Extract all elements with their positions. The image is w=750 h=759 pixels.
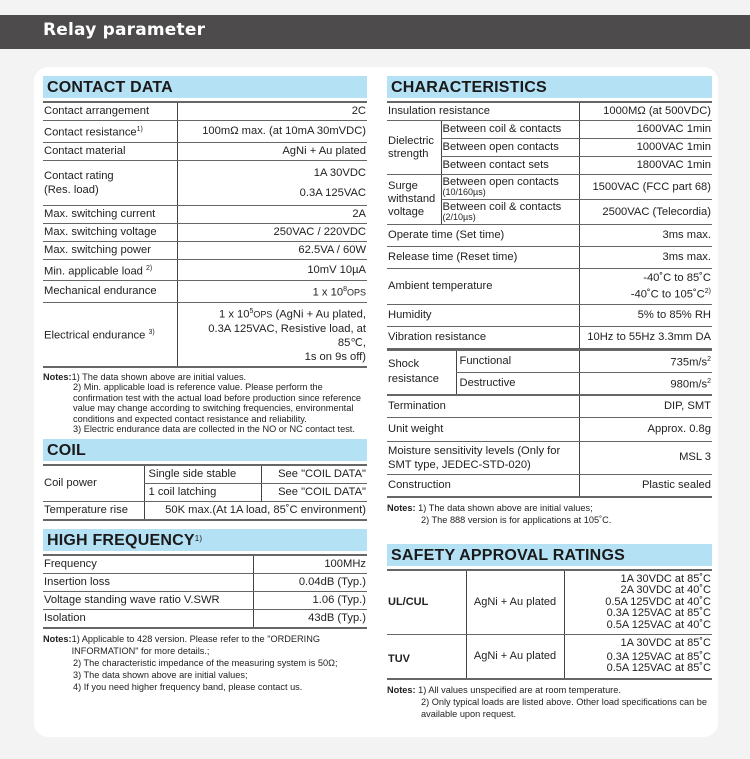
- coil-type: Single side stable: [144, 465, 261, 484]
- row-label: Dielectric strength: [387, 121, 441, 175]
- row-value: 2500VAC (Telecordia): [579, 200, 712, 225]
- row-label: Electrical endurance $^{3)}$: [43, 303, 177, 367]
- banner-title: Relay parameter: [43, 20, 206, 40]
- contact-data-title: CONTACT DATA: [43, 76, 367, 98]
- row-label: Frequency: [43, 555, 253, 574]
- row-label: Mechanical endurance: [43, 281, 177, 303]
- contact-data-notes: [43, 372, 367, 435]
- row-value: 0.04dB (Typ.): [253, 573, 367, 591]
- rating-item: 1A 30VDC at 85˚C: [620, 637, 711, 650]
- row-sublabel: Destructive: [456, 372, 579, 394]
- table-row: [43, 591, 367, 609]
- characteristics-table-3: [387, 395, 712, 498]
- row-value: 3ms max.: [579, 247, 712, 269]
- rating-item: 1A 30VDC at 85˚C: [620, 572, 711, 585]
- table-row: [43, 223, 367, 241]
- table-row: [43, 241, 367, 259]
- row-sublabel: Functional: [456, 350, 579, 372]
- table-row: [43, 609, 367, 628]
- characteristics-table-2: [387, 350, 712, 395]
- table-row: [387, 121, 712, 139]
- row-value: Plastic sealed: [579, 474, 712, 497]
- notes-label: Notes:: [43, 633, 72, 644]
- row-value: 1000MΩ (at 500VDC): [579, 102, 712, 121]
- table-row: [387, 474, 712, 497]
- row-value: -40˚C to 85˚C -40˚C to $105˚C^{2)}$: [579, 269, 712, 305]
- row-value: 5% to 85% RH: [579, 304, 712, 326]
- row-sublabel: Between contact sets: [441, 157, 579, 175]
- note-item: 2) Only typical loads are listed above. Other load specifications can be available upon request.: [421, 696, 707, 719]
- row-value: 62.5VA / 60W: [177, 241, 367, 259]
- material: AgNi + Au plated: [466, 635, 564, 679]
- row-label: Max. switching current: [43, 205, 177, 223]
- row-value: 1 x $10^8OPS$: [177, 281, 367, 303]
- table-row: [387, 304, 712, 326]
- row-value: $980m/s^2$: [579, 372, 712, 394]
- row-label: Release time (Reset time): [387, 247, 579, 269]
- row-value: $735m/s^2$: [579, 350, 712, 372]
- table-row: [387, 175, 712, 200]
- row-value: 1600VAC 1min: [579, 121, 712, 139]
- row-value: 10mV 10µA: [177, 259, 367, 281]
- note-item: 3) The data shown above are initial values;: [73, 669, 248, 680]
- table-row: [387, 570, 712, 635]
- coil-type: 1 coil latching: [144, 483, 261, 501]
- high-frequency-title: HIGH FREQUENCY$^{1)}$: [43, 529, 367, 551]
- row-label: Max. switching power: [43, 241, 177, 259]
- row-label: Contact rating (Res. load): [43, 160, 177, 205]
- table-row: [43, 205, 367, 223]
- row-label: Construction: [387, 474, 579, 497]
- row-value: Approx. 0.8g: [579, 417, 712, 441]
- left-column: [43, 76, 367, 693]
- row-label: Ambient temperature: [387, 269, 579, 305]
- coil-table: [43, 464, 367, 521]
- row-label: Min. applicable load $^{2)}$: [43, 259, 177, 281]
- characteristics-notes: [387, 502, 712, 526]
- row-label: Humidity: [387, 304, 579, 326]
- table-row: [43, 121, 367, 143]
- right-column: [387, 76, 712, 720]
- row-label: Surge withstand voltage: [387, 175, 441, 225]
- row-sublabel: Between coil & contacts: [441, 121, 579, 139]
- row-label: Operate time (Set time): [387, 225, 579, 247]
- row-value: 100MHz: [253, 555, 367, 574]
- safety-table: [387, 569, 712, 680]
- row-value: AgNi + Au plated: [177, 142, 367, 160]
- row-label: Isolation: [43, 609, 253, 628]
- rating-item: 0.5A 125VDC at 40˚C: [605, 595, 711, 608]
- row-value: See "COIL DATA": [261, 483, 367, 501]
- row-value: 2A: [177, 205, 367, 223]
- characteristics-table: [387, 101, 712, 350]
- row-value: 10Hz to 55Hz 3.3mm DA: [579, 326, 712, 349]
- table-row: [43, 465, 367, 484]
- row-value: 1.06 (Typ.): [253, 591, 367, 609]
- row-label: Vibration resistance: [387, 326, 579, 349]
- row-label: Insulation resistance: [387, 102, 579, 121]
- rating-item: 2A 30VDC at 40˚C: [620, 584, 711, 597]
- table-row: [387, 326, 712, 349]
- table-row: [387, 247, 712, 269]
- table-row: [387, 635, 712, 679]
- table-row: [387, 225, 712, 247]
- high-frequency-notes: [43, 633, 367, 693]
- table-row: [43, 573, 367, 591]
- row-value: See "COIL DATA": [261, 465, 367, 484]
- table-row: [43, 259, 367, 281]
- row-value: 1000VAC 1min: [579, 139, 712, 157]
- row-label: Contact material: [43, 142, 177, 160]
- row-label: Contact arrangement: [43, 102, 177, 121]
- table-row: [387, 441, 712, 474]
- row-label: Voltage standing wave ratio V.SWR: [43, 591, 253, 609]
- row-value: DIP, SMT: [579, 395, 712, 417]
- row-value: 100mΩ max. (at 10mA 30mVDC): [177, 121, 367, 143]
- row-value: 1800VAC 1min: [579, 157, 712, 175]
- table-row: [387, 269, 712, 305]
- page-banner: [0, 15, 750, 49]
- row-label: Coil power: [43, 465, 144, 502]
- row-value: 1 x $10^5OPS$ (AgNi + Au plated, 0.3A 125VAC, Resistive load, at 85℃, 1s on 9s off): [177, 303, 367, 367]
- row-label: Shock resistance: [387, 350, 456, 394]
- row-label: Insertion loss: [43, 573, 253, 591]
- row-label: Max. switching voltage: [43, 223, 177, 241]
- ratings-list: [564, 570, 712, 635]
- note-item: 4) If you need higher frequency band, please contact us.: [73, 681, 303, 692]
- row-value: 43dB (Typ.): [253, 609, 367, 628]
- rating-item: 0.5A 125VAC at 85˚C: [606, 662, 711, 675]
- material: AgNi + Au plated: [466, 570, 564, 635]
- table-row: [43, 102, 367, 121]
- table-row: [43, 555, 367, 574]
- rating-item: 0.3A 125VAC at 85˚C: [606, 650, 711, 663]
- high-frequency-table: [43, 554, 367, 629]
- table-row: [387, 350, 712, 372]
- row-value: 1500VAC (FCC part 68): [579, 175, 712, 200]
- table-row: [43, 142, 367, 160]
- agency: UL/CUL: [387, 570, 466, 635]
- rating-item: 0.3A 125VAC at 85˚C: [606, 607, 711, 620]
- contact-data-table: [43, 101, 367, 368]
- row-value: 2C: [177, 102, 367, 121]
- note-item: 1) The data shown above are initial values;: [418, 502, 593, 513]
- table-row: [43, 501, 367, 520]
- characteristics-title: CHARACTERISTICS: [387, 76, 712, 98]
- notes-label: Notes:: [387, 684, 416, 695]
- safety-notes: [387, 684, 712, 720]
- table-row: [43, 281, 367, 303]
- row-value: 250VAC / 220VDC: [177, 223, 367, 241]
- safety-title: SAFETY APPROVAL RATINGS: [387, 544, 712, 566]
- row-label: Termination: [387, 395, 579, 417]
- note-item: 1) All values unspecified are at room temperature.: [418, 684, 621, 695]
- table-row: [387, 395, 712, 417]
- row-value: 50K max.(At 1A load, 85˚C environment): [144, 501, 367, 520]
- row-sublabel: Between open contacts (10/160µs): [441, 175, 579, 200]
- rating-item: 0.5A 125VAC at 40˚C: [606, 618, 711, 631]
- row-sublabel: Between open contacts: [441, 139, 579, 157]
- table-row: [387, 102, 712, 121]
- notes-label: Notes:: [43, 371, 72, 382]
- row-value: 3ms max.: [579, 225, 712, 247]
- coil-title: COIL: [43, 439, 367, 461]
- row-label: Contact resistance$^{1)}$: [43, 121, 177, 143]
- note-item: 2) The 888 version is for applications at 105˚C.: [421, 514, 612, 525]
- note-item: 2) The characteristic impedance of the measuring system is 50Ω;: [73, 657, 338, 668]
- note-item: 3) Electric endurance data are collected in the NO or NC contact test.: [73, 424, 355, 435]
- agency: TUV: [387, 635, 466, 679]
- row-value: MSL 3: [579, 441, 712, 474]
- row-sublabel: Between coil & contacts (2/10µs): [441, 200, 579, 225]
- row-label: Moisture sensitivity levels (Only for SMT type, JEDEC-STD-020): [387, 441, 579, 474]
- table-row: [43, 303, 367, 367]
- note-item: 1) Applicable to 428 version. Please refer to the "ORDERING INFORMATION" for more details.;: [71, 633, 320, 656]
- note-item: 1) The data shown above are initial values.: [71, 371, 247, 382]
- row-label: Unit weight: [387, 417, 579, 441]
- table-row: [387, 417, 712, 441]
- note-item: 2) Min. applicable load is reference value. Please perform the confirmation test with the actual load before production since reference value may change according to switching frequencies, environmental conditions and expected contact resistance and reliability.: [73, 382, 362, 424]
- row-label: Temperature rise: [43, 501, 144, 520]
- row-value: 1A 30VDC 0.3A 125VAC: [177, 160, 367, 205]
- table-row: [43, 160, 367, 205]
- notes-label: Notes:: [387, 502, 416, 513]
- ratings-list: [564, 635, 712, 679]
